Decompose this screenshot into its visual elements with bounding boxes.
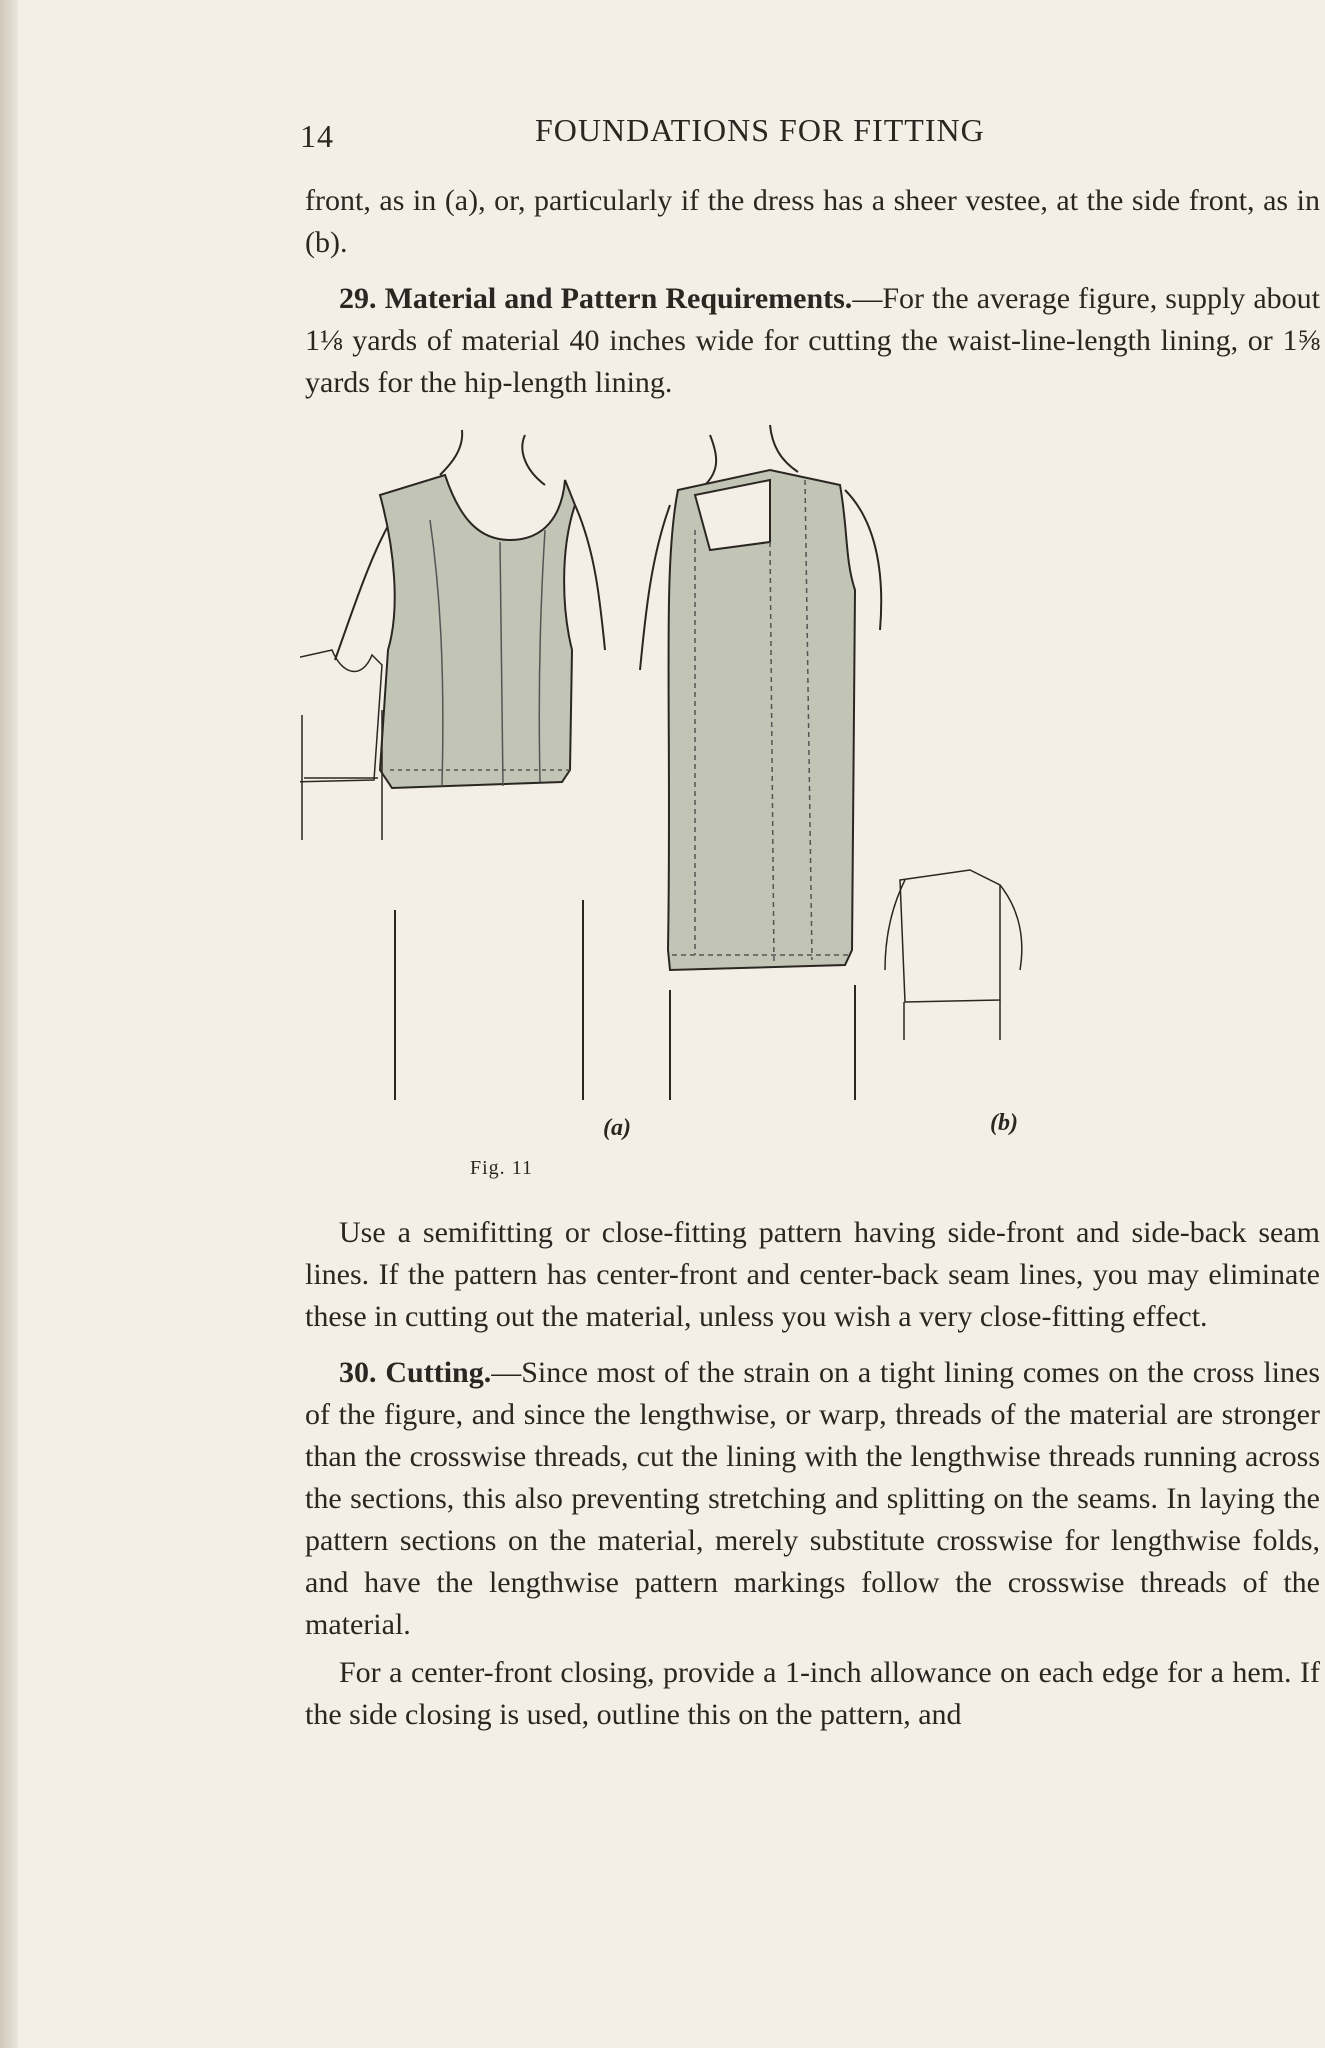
paragraph-continued: front, as in (a), or, particularly if the dress has a sheer vestee, at the side front, as in (b). (305, 184, 1320, 259)
section-30 (305, 1352, 1320, 1646)
figure-11 (300, 410, 1320, 1210)
figure-caption (470, 1157, 670, 1180)
figure-caption-number: 11 (511, 1157, 533, 1179)
lining-a-front (380, 475, 575, 788)
text-top (305, 180, 1320, 404)
section-30-number: 30. (339, 1356, 377, 1389)
section-30-text: —Since most of the strain on a tight lining comes on the cross lines of the figure, and since the lengthwise, or warp, threads of the material are stronger than the crosswise threads, cut the lining with the lengthwise threads running across the sections, this also preventing stretching and splitting on the seams. In laying the pattern sections on the material, merely substitute crosswise for lengthwise folds, and have the lengthwise pattern markings follow the crosswise threads of the material. (305, 1356, 1321, 1641)
bodice-lining-illustration (300, 410, 1320, 1210)
figure-caption-prefix: Fig. (470, 1157, 506, 1179)
lining-b-back (900, 870, 1000, 1002)
running-head (300, 108, 1120, 158)
figure-label-b: (b) (990, 1110, 1018, 1136)
section-29-text: —For the average figure, supply about 1⅛ yards of material 40 inches wide for cutting the waist-line-length lining, or 1⅝ yards for the hip-length lining. (305, 282, 1321, 399)
page-number: 14 (300, 118, 334, 154)
section-29 (305, 278, 1320, 404)
section-29-number: 29. (339, 282, 377, 315)
text-bottom (305, 1212, 1320, 1736)
figure-label-a: (a) (603, 1115, 631, 1141)
section-29-title: Material and Pattern Requirements. (384, 282, 853, 315)
paragraph-pattern: Use a semifitting or close-fitting pattern having side-front and side-back seam lines. If the pattern has center-front and center-back seam lines, you may eliminate these in cutting out the material, unless you wish a very close-fitting effect. (305, 1216, 1320, 1333)
section-30-title: Cutting. (385, 1356, 492, 1389)
lining-b-front (668, 470, 855, 970)
lining-a-back (300, 650, 382, 782)
page-edge (0, 0, 18, 2048)
paragraph-closing: For a center-front closing, provide a 1-inch allowance on each edge for a hem. If the side closing is used, outline this on the pattern, and (305, 1656, 1320, 1731)
running-title: FOUNDATIONS FOR FITTING (535, 112, 985, 148)
